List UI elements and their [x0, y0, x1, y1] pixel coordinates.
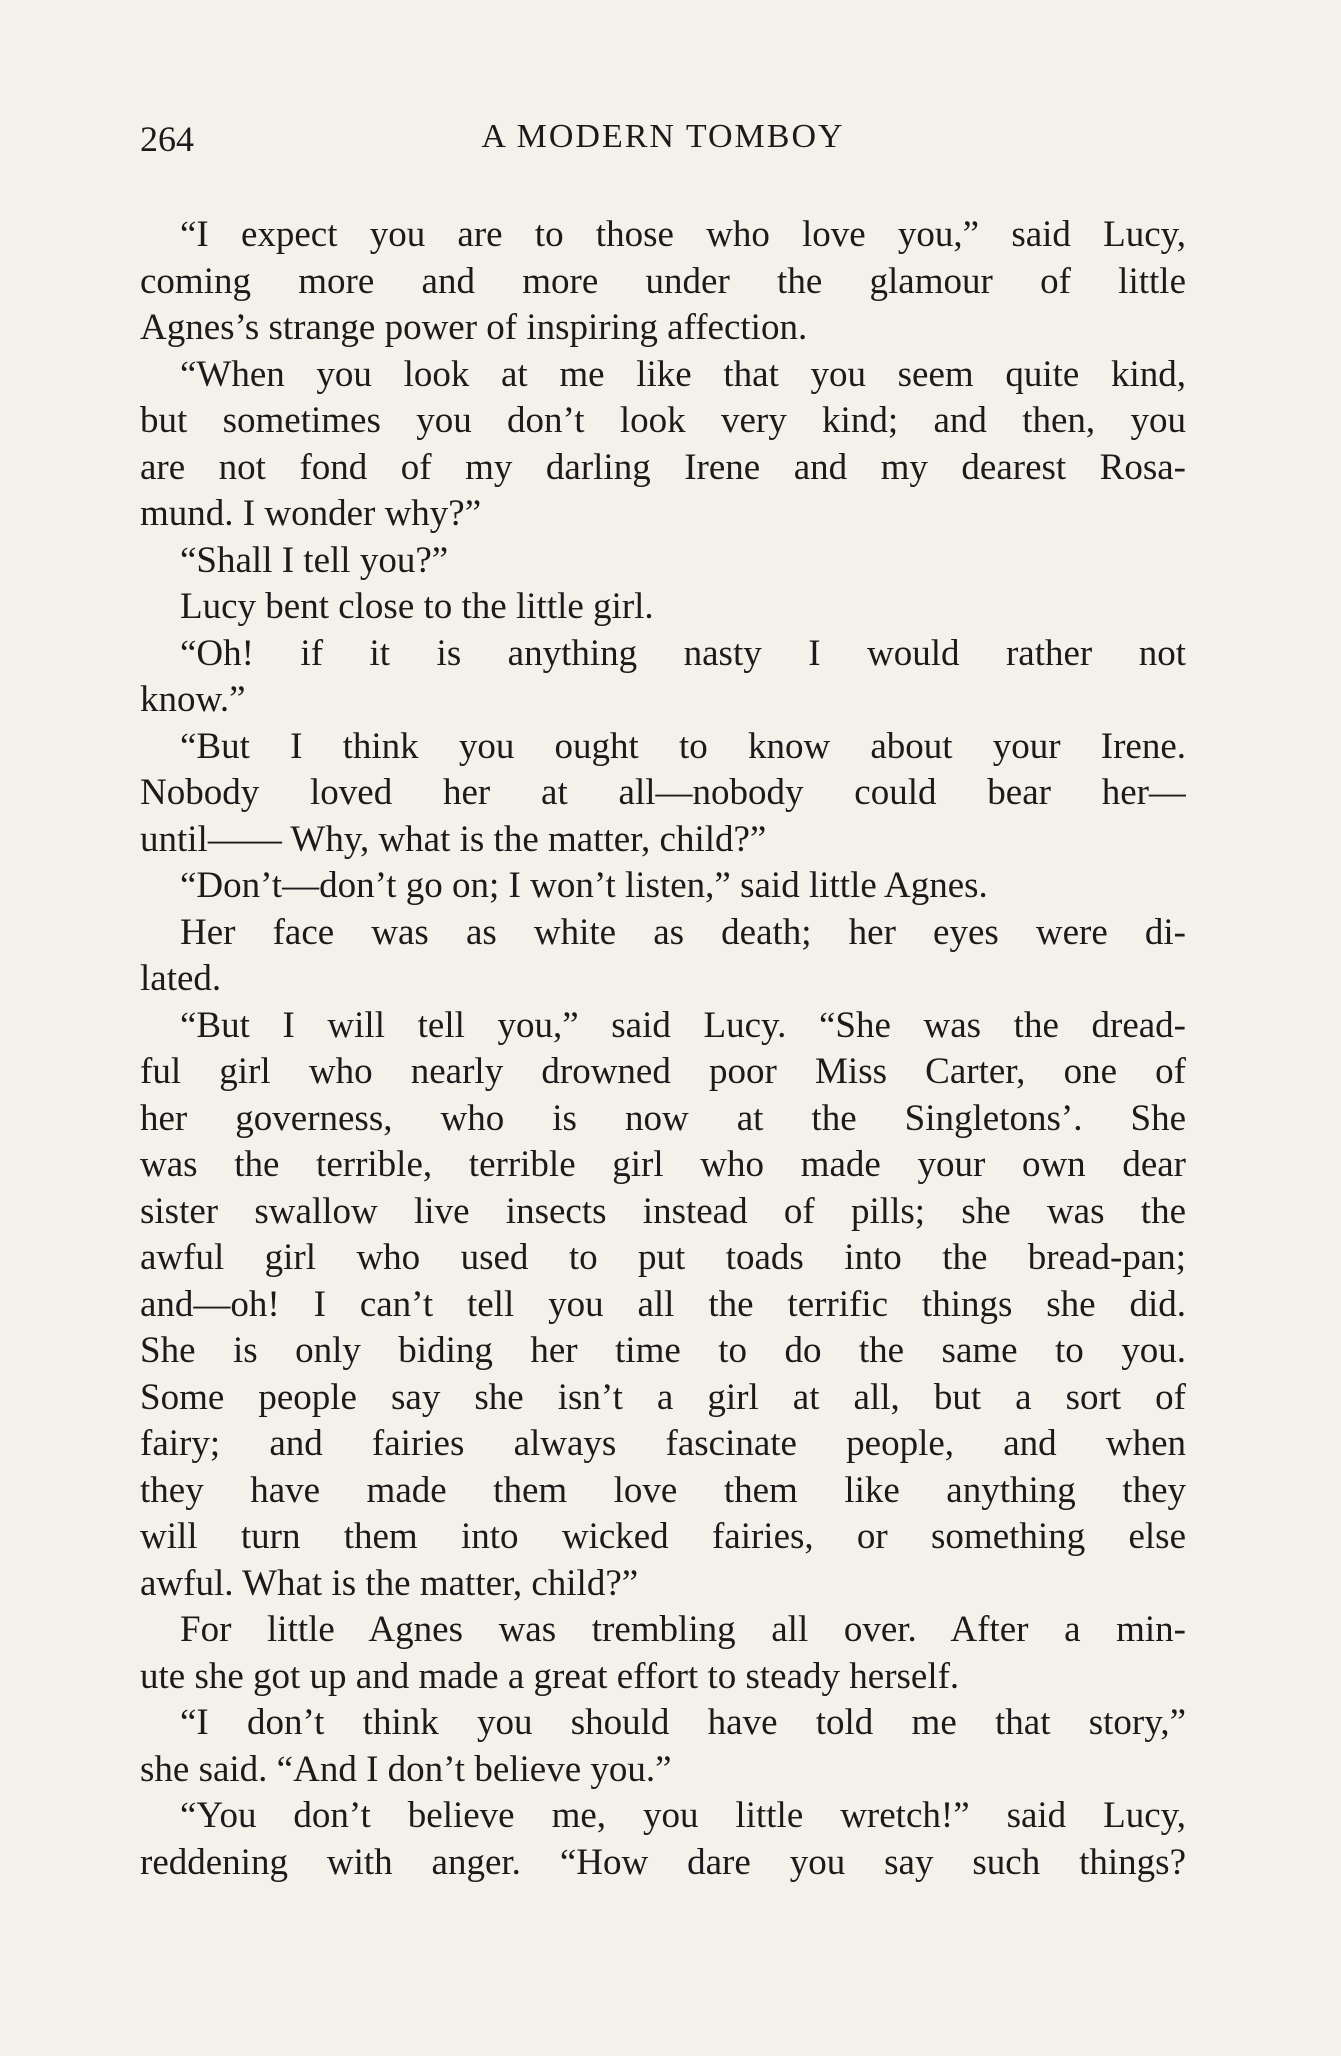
text-line: are not fond of my darling Irene and my dearest Rosa-: [140, 446, 1186, 488]
text-line: She is only biding her time to do the same to you.: [140, 1330, 1186, 1371]
text-line: “Shall I tell you?”: [180, 539, 449, 581]
text-line: “When you look at me like that you seem quite kind,: [180, 353, 1186, 395]
text-line: “Don’t—don’t go on; I won’t listen,” said little Agnes.: [180, 865, 988, 906]
text-line: “Oh! if it is anything nasty I would rather not: [180, 632, 1186, 674]
text-line: fairy; and fairies always fascinate people, and when: [140, 1423, 1186, 1464]
text-line: Her face was as white as death; her eyes were di-: [180, 911, 1186, 953]
text-line: “But I will tell you,” said Lucy. “She was the dread-: [180, 1004, 1186, 1046]
running-title: A MODERN TOMBOY: [481, 118, 845, 155]
text-line: awful girl who used to put toads into the bread-pan;: [140, 1237, 1186, 1278]
text-line: and—oh! I can’t tell you all the terrific things she did.: [140, 1283, 1186, 1325]
text-line: “I don’t think you should have told me that story,”: [180, 1702, 1186, 1743]
text-line: was the terrible, terrible girl who made your own dear: [140, 1144, 1186, 1185]
text-line: she said. “And I don’t believe you.”: [140, 1748, 672, 1790]
text-line: sister swallow live insects instead of pills; she was the: [140, 1190, 1186, 1232]
text-line: Nobody loved her at all—nobody could bear her—: [140, 772, 1186, 813]
text-line: until—— Why, what is the matter, child?”: [140, 818, 767, 860]
text-line: Some people say she isn’t a girl at all, but a sort of: [140, 1376, 1186, 1418]
page-body-text: [140, 212, 1186, 1886]
text-line: “You don’t believe me, you little wretch!” said Lucy,: [180, 1795, 1186, 1836]
text-line: Agnes’s strange power of inspiring affection.: [140, 307, 808, 348]
text-line: will turn them into wicked fairies, or something else: [140, 1516, 1186, 1557]
text-line: know.”: [140, 679, 246, 720]
page-header: [140, 118, 1186, 168]
text-line: but sometimes you don’t look very kind; and then, you: [140, 400, 1186, 441]
text-line: “But I think you ought to know about your Irene.: [180, 725, 1186, 767]
page-number: 264: [140, 119, 194, 159]
text-line: mund. I wonder why?”: [140, 493, 482, 534]
text-line: “I expect you are to those who love you,” said Lucy,: [180, 214, 1186, 255]
text-line: lated.: [140, 958, 222, 999]
text-line: ful girl who nearly drowned poor Miss Carter, one of: [140, 1051, 1186, 1092]
text-line: ute she got up and made a great effort to steady herself.: [140, 1655, 960, 1697]
text-line: For little Agnes was trembling all over. After a min-: [180, 1609, 1186, 1650]
text-line: her governess, who is now at the Singletons’. She: [140, 1097, 1186, 1139]
text-line: they have made them love them like anything they: [140, 1469, 1186, 1511]
text-line: reddening with anger. “How dare you say such things?: [140, 1841, 1186, 1883]
text-line: coming more and more under the glamour of little: [140, 260, 1186, 302]
text-line: Lucy bent close to the little girl.: [180, 586, 654, 627]
text-line: awful. What is the matter, child?”: [140, 1562, 639, 1604]
